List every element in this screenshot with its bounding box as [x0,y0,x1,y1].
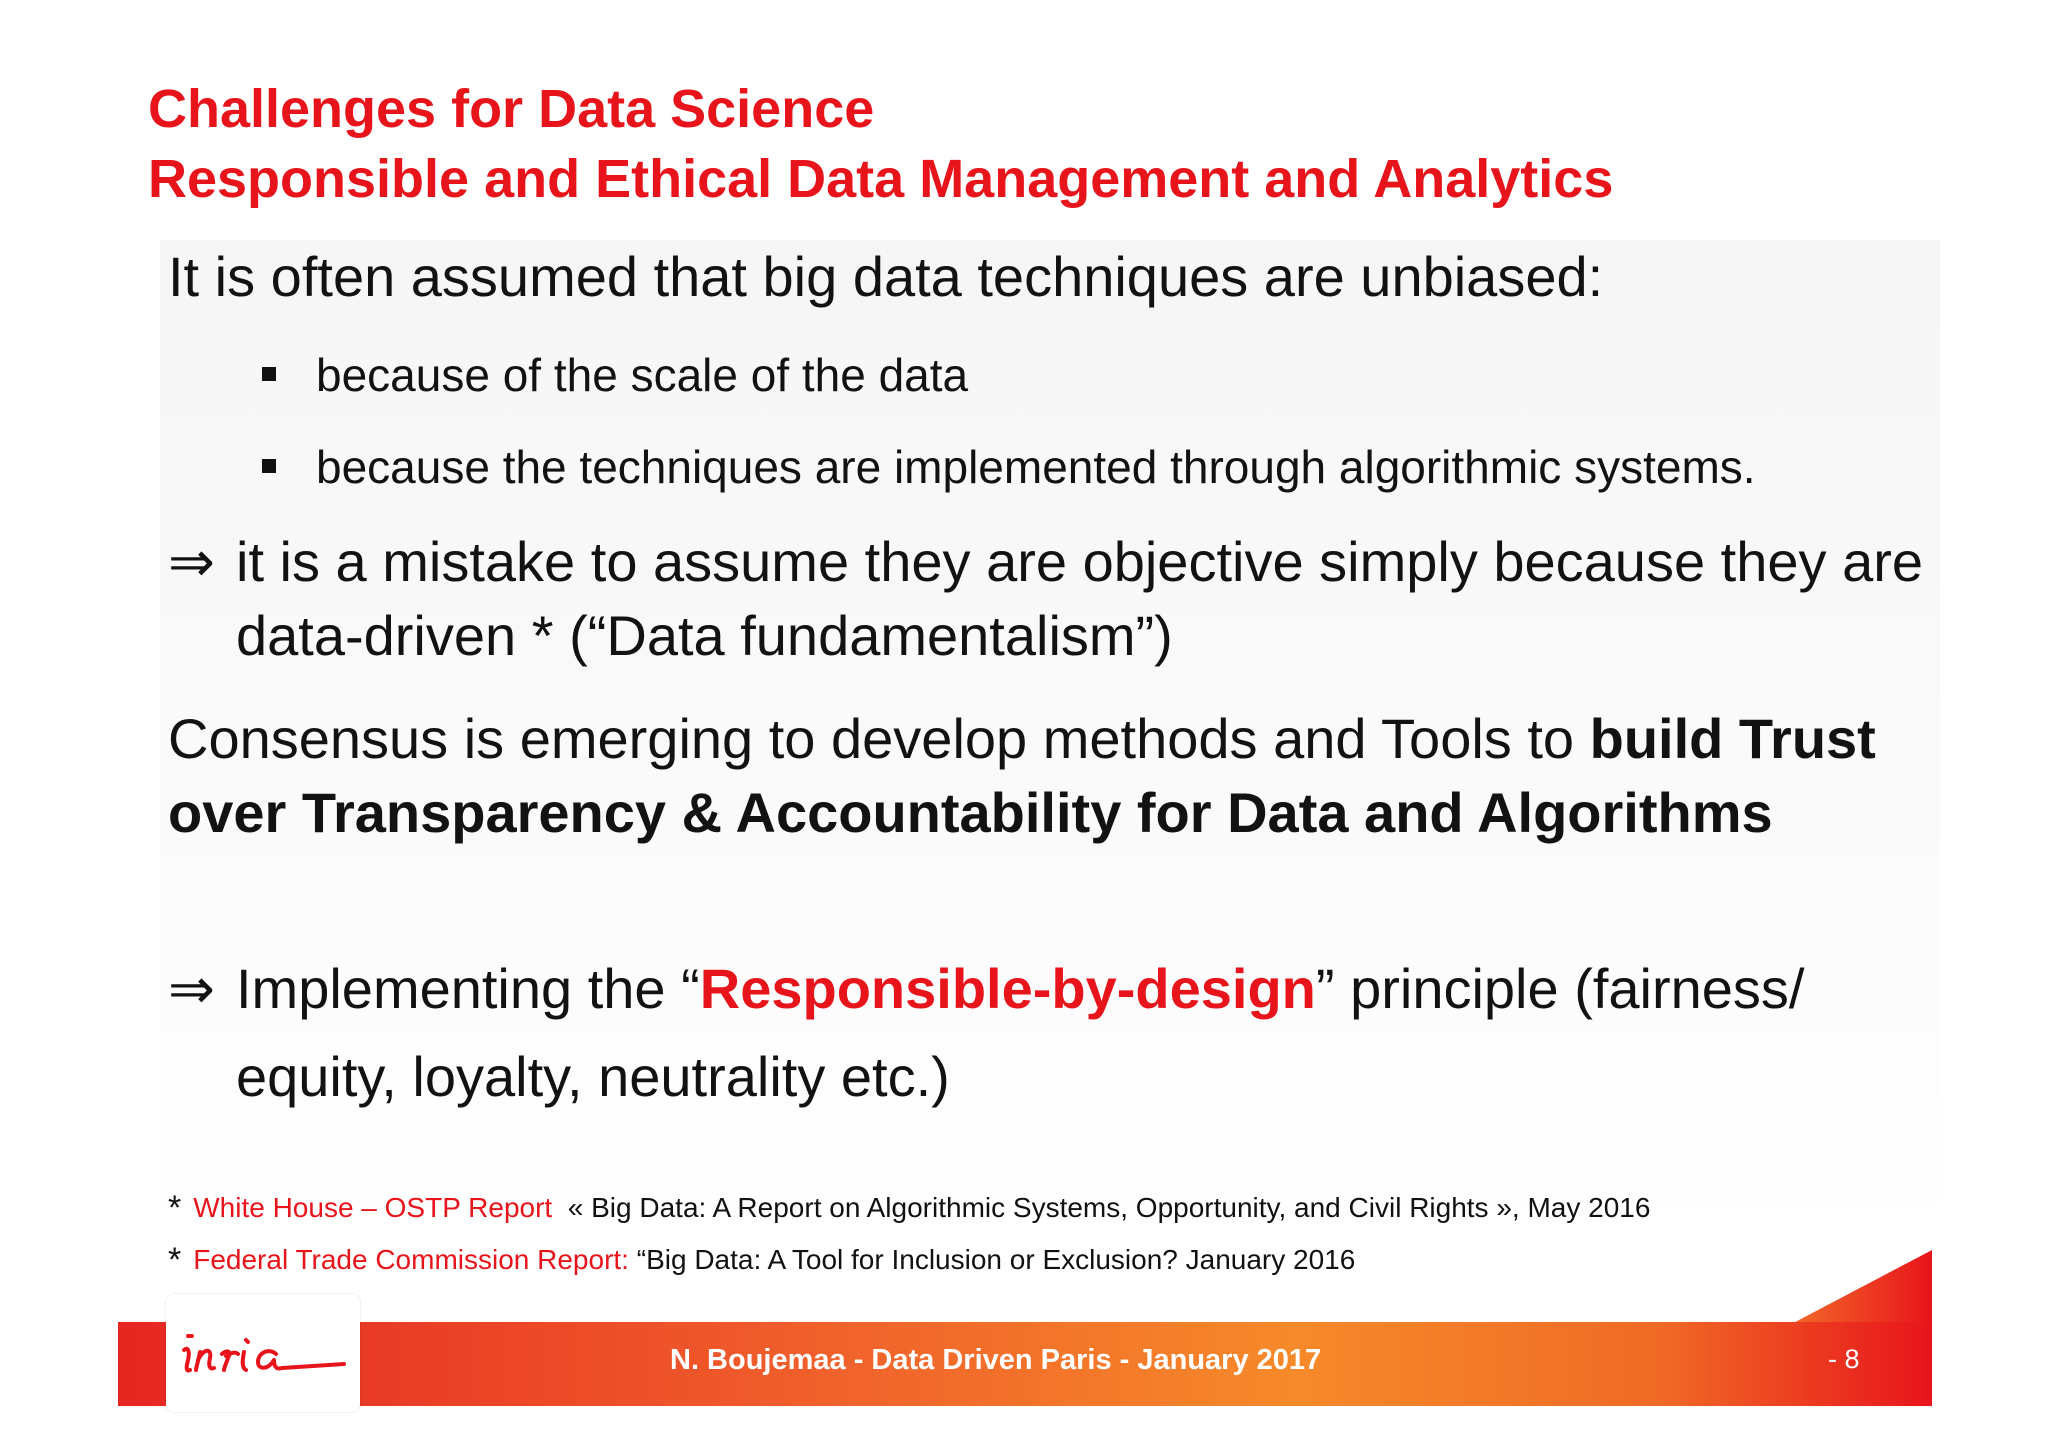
inria-logo [166,1294,360,1412]
footnote-text: “Big Data: A Tool for Inclusion or Exclusion? January 2016 [636,1244,1356,1275]
footnote-source: White House – OSTP Report [193,1192,553,1223]
footnote-marker: * [168,1189,182,1227]
slide-title [148,74,1968,214]
title-line-1: Challenges for Data Science [148,79,875,139]
principle-text [236,945,1956,1121]
implies-arrow-icon: ⇒ [168,957,215,1020]
implies-arrow-icon: ⇒ [168,530,215,593]
inria-logo-icon [178,1322,350,1386]
footnote-source: Federal Trade Commission Report: [193,1244,629,1275]
conclusion-text: it is a mistake to assume they are objective simply because they are data-driven * (“Data fundamentalism”) [236,530,1923,667]
bullet-text: because of the scale of the data [316,349,969,401]
intro-text: It is often assumed that big data techniques are unbiased: [168,245,1604,308]
footer-swoosh [1780,1250,1932,1330]
consensus-text: Consensus is emerging to develop methods and Tools to [168,707,1590,770]
footnote [168,1242,1355,1278]
consensus-paragraph [168,702,1988,850]
principle-suffix: ” principle (fairness/ equity, loyalty, neutrality etc.) [236,957,1805,1108]
square-bullet-icon [262,367,276,381]
principle-highlight: Responsible-by-design [699,957,1316,1020]
footnote-marker: * [168,1241,182,1279]
square-bullet-icon [262,459,276,473]
footer-text: N. Boujemaa - Data Driven Paris - January 2017 [670,1344,1322,1376]
footnote-text: « Big Data: A Report on Algorithmic Systems, Opportunity, and Civil Rights », May 2016 [567,1192,1651,1223]
title-line-2: Responsible and Ethical Data Management and Analytics [148,149,1614,209]
footnote [168,1190,1650,1226]
page-number: - 8 [1828,1344,1860,1374]
consensus-emphasis: build Trust over Transparency & Accountability for Data and Algorithms [168,707,1876,844]
principle-prefix: Implementing the “ [236,957,700,1020]
bullet-text: because the techniques are implemented through algorithmic systems. [316,441,1756,493]
